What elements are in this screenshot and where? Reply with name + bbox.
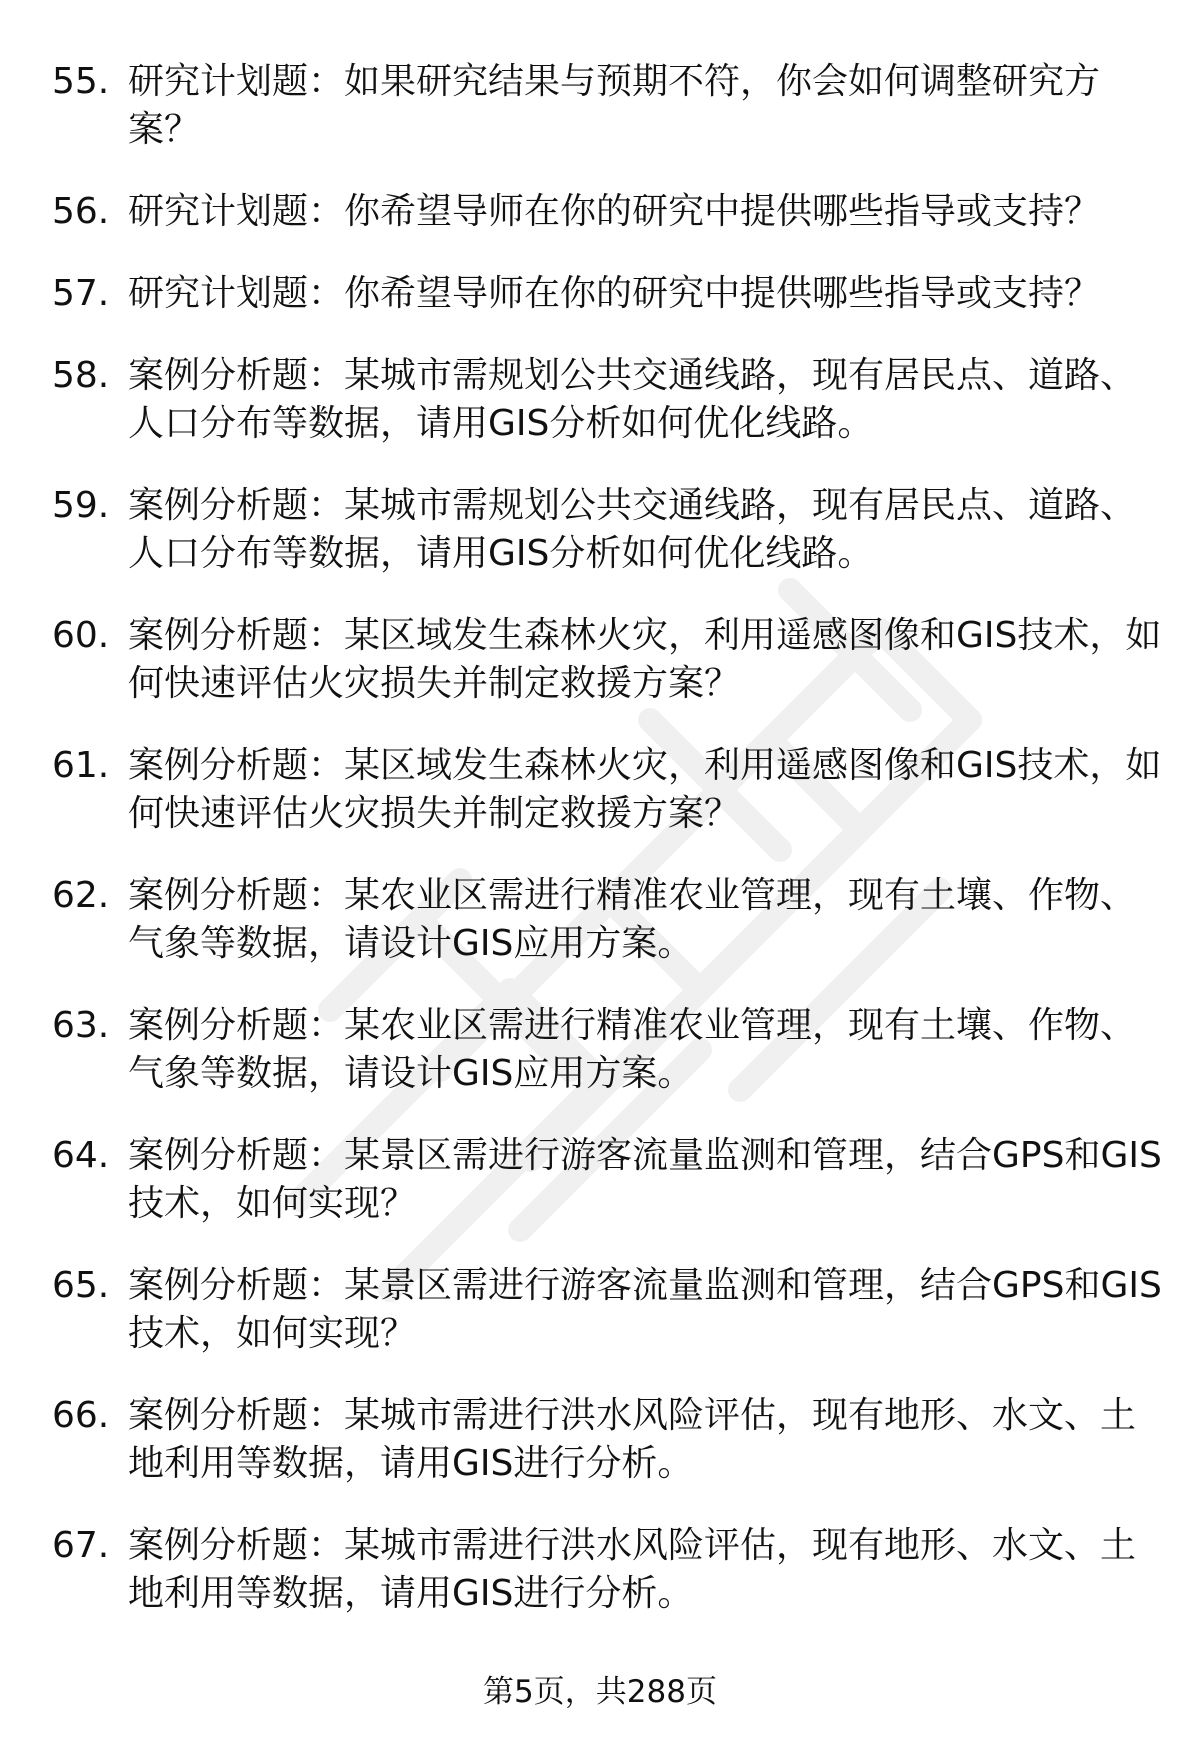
question-item-58 bbox=[52, 352, 1162, 448]
question-list bbox=[52, 58, 1162, 1652]
page-footer bbox=[0, 1672, 1200, 1712]
question-text: 案例分析题：某城市需规划公共交通线路，现有居民点、道路、人口分布等数据，请用GIS分析如何优化线路。 bbox=[128, 355, 1137, 444]
question-text: 案例分析题：某城市需进行洪水风险评估，现有地形、水文、土地利用等数据，请用GIS进行分析。 bbox=[128, 1395, 1137, 1484]
question-text: 案例分析题：某区域发生森林火灾，利用遥感图像和GIS技术，如何快速评估火灾损失并制定救援方案？ bbox=[128, 745, 1162, 834]
question-text: 案例分析题：某景区需进行游客流量监测和管理，结合GPS和GIS技术，如何实现？ bbox=[128, 1265, 1162, 1354]
question-text: 案例分析题：某景区需进行游客流量监测和管理，结合GPS和GIS技术，如何实现？ bbox=[128, 1135, 1162, 1224]
question-text: 研究计划题：你希望导师在你的研究中提供哪些指导或支持？ bbox=[128, 273, 1101, 314]
question-item-55 bbox=[52, 58, 1162, 154]
question-text: 研究计划题：你希望导师在你的研究中提供哪些指导或支持？ bbox=[128, 191, 1101, 232]
question-number: 64. bbox=[52, 1135, 110, 1176]
page-number-label: 第5页，共288页 bbox=[483, 1674, 717, 1710]
question-item-65 bbox=[52, 1262, 1162, 1358]
question-item-62 bbox=[52, 872, 1162, 968]
question-item-64 bbox=[52, 1132, 1162, 1228]
question-text: 研究计划题：如果研究结果与预期不符，你会如何调整研究方案？ bbox=[128, 61, 1101, 150]
question-number: 57. bbox=[52, 273, 110, 314]
question-text: 案例分析题：某城市需规划公共交通线路，现有居民点、道路、人口分布等数据，请用GIS分析如何优化线路。 bbox=[128, 485, 1137, 574]
question-number: 59. bbox=[52, 485, 110, 526]
question-number: 66. bbox=[52, 1395, 110, 1436]
question-item-60 bbox=[52, 612, 1162, 708]
question-number: 65. bbox=[52, 1265, 110, 1306]
question-item-59 bbox=[52, 482, 1162, 578]
question-item-67 bbox=[52, 1522, 1162, 1618]
question-text: 案例分析题：某城市需进行洪水风险评估，现有地形、水文、土地利用等数据，请用GIS进行分析。 bbox=[128, 1525, 1137, 1614]
question-number: 67. bbox=[52, 1525, 110, 1566]
question-item-66 bbox=[52, 1392, 1162, 1488]
question-number: 56. bbox=[52, 191, 110, 232]
question-item-63 bbox=[52, 1002, 1162, 1098]
question-number: 63. bbox=[52, 1005, 110, 1046]
question-text: 案例分析题：某农业区需进行精准农业管理，现有土壤、作物、气象等数据，请设计GIS应用方案。 bbox=[128, 875, 1137, 964]
question-item-57 bbox=[52, 270, 1162, 318]
question-number: 55. bbox=[52, 61, 110, 102]
question-item-61 bbox=[52, 742, 1162, 838]
question-number: 62. bbox=[52, 875, 110, 916]
question-number: 61. bbox=[52, 745, 110, 786]
question-number: 60. bbox=[52, 615, 110, 656]
question-number: 58. bbox=[52, 355, 110, 396]
question-text: 案例分析题：某区域发生森林火灾，利用遥感图像和GIS技术，如何快速评估火灾损失并制定救援方案？ bbox=[128, 615, 1162, 704]
question-item-56 bbox=[52, 188, 1162, 236]
question-text: 案例分析题：某农业区需进行精准农业管理，现有土壤、作物、气象等数据，请设计GIS应用方案。 bbox=[128, 1005, 1137, 1094]
